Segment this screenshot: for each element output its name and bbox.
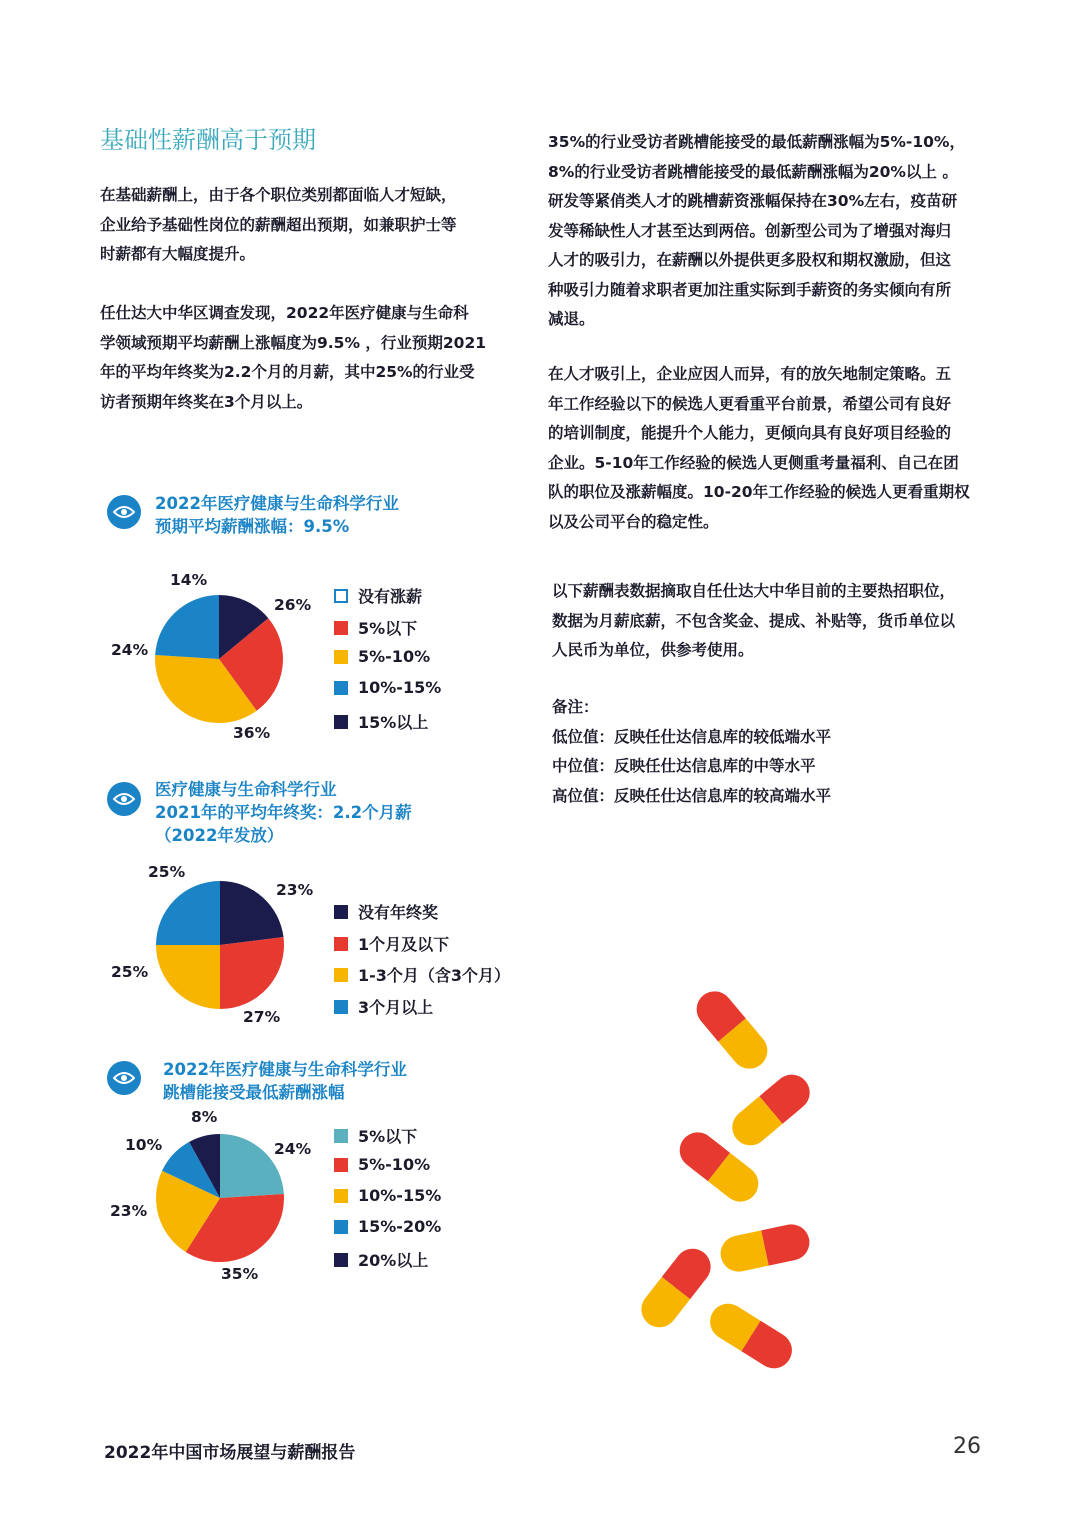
chart-2-label-25b: 25% — [148, 863, 186, 881]
text-line: 以及公司平台的稳定性。 — [548, 512, 719, 531]
text-line: 访者预期年终奖在3个月以上。 — [100, 392, 313, 411]
chart-title-line: 2022年医疗健康与生命科学行业 — [163, 1060, 407, 1079]
legend-swatch — [334, 905, 348, 919]
text-line: 队的职位及涨薪幅度。10-20年工作经验的候选人更看重期权 — [548, 483, 970, 501]
legend-swatch — [334, 1158, 348, 1172]
capsule-pill — [725, 1067, 817, 1152]
text-line: 人才的吸引力，在薪酬以外提供更多股权和期权激励，但这 — [548, 251, 952, 269]
legend-swatch — [334, 1253, 348, 1267]
text-line: 学领域预期平均薪酬上涨幅度为9.5% ，行业预期2021 — [100, 333, 487, 352]
legend-swatch — [334, 937, 348, 951]
legend-swatch — [334, 1189, 348, 1203]
chart-3-label-24: 24% — [274, 1140, 312, 1158]
text-line: 发等稀缺性人才甚至达到两倍。创新型公司为了增强对海归 — [548, 221, 952, 240]
legend-label: 5%以下 — [358, 619, 418, 638]
text-line: 研发等紧俏类人才的跳槽薪资涨幅保持在30%左右，疫苗研 — [548, 192, 958, 210]
legend-swatch — [334, 589, 348, 603]
chart-2-slice-3 — [156, 945, 220, 1009]
legend-item — [334, 995, 433, 1018]
legend-label: 5%-10% — [358, 647, 431, 666]
text-line: 的培训制度，能提升个人能力，更倾向具有良好项目经验的 — [548, 424, 952, 442]
chart-2-label-23: 23% — [276, 881, 314, 899]
chart-title-line: 医疗健康与生命科学行业 — [155, 780, 337, 799]
legend-label: 20%以上 — [358, 1251, 429, 1270]
text-line: 在基础薪酬上，由于各个职位类别都面临人才短缺， — [100, 186, 457, 204]
chart-3-label-8: 8% — [191, 1108, 218, 1126]
legend-item — [334, 1248, 428, 1271]
report-title: 2022年中国市场展望与薪酬报告 — [104, 1443, 356, 1463]
legend-item — [334, 1124, 417, 1147]
chart-1-label-24: 24% — [111, 641, 149, 659]
chart-2-label-25a: 25% — [111, 963, 149, 981]
capsule-pill — [717, 1221, 813, 1275]
chart-1-label-14: 14% — [170, 571, 208, 589]
capsules-decoration — [620, 970, 840, 1380]
page-number: 26 — [953, 1434, 981, 1459]
note-mid: 中位值：反映任仕达信息库的中等水平 — [552, 757, 816, 775]
chart-1-slice-4 — [155, 595, 219, 659]
text-line: 时薪都有大幅度提升。 — [100, 245, 256, 263]
chart-3-label-35: 35% — [221, 1265, 259, 1283]
legend-label: 1-3个月（含3个月） — [358, 966, 511, 985]
text-line: 8%的行业受访者跳槽能接受的最低薪酬涨幅为20%以上 。 — [548, 162, 958, 181]
legend-label: 5%-10% — [358, 1155, 431, 1174]
text-line: 企业。5-10年工作经验的候选人更侧重考量福利、自己在团 — [548, 453, 959, 472]
chart-2-label-27: 27% — [243, 1008, 281, 1026]
capsule-pill — [634, 1241, 718, 1334]
legend-swatch — [334, 1000, 348, 1014]
legend-item — [334, 963, 510, 986]
legend-item — [334, 1217, 441, 1236]
text-line: 年工作经验以下的候选人更看重平台前景，希望公司有良好 — [548, 394, 952, 413]
note-low: 低位值：反映任仕达信息库的较低端水平 — [552, 727, 832, 746]
chart-title-line: 2022年医疗健康与生命科学行业 — [155, 494, 399, 513]
legend-item — [334, 584, 422, 607]
legend-item — [334, 932, 449, 955]
legend-label: 15%-20% — [358, 1217, 442, 1236]
section-title: 基础性薪酬高于预期 — [100, 126, 316, 154]
legend-item — [334, 647, 430, 666]
legend-swatch — [334, 1129, 348, 1143]
text-line: 数据为月薪底薪，不包含奖金、提成、补贴等，货币单位以 — [552, 611, 956, 630]
text-line: 任仕达大中华区调查发现，2022年医疗健康与生命科 — [100, 304, 469, 322]
legend-swatch — [334, 1220, 348, 1234]
chart-1-label-36: 36% — [233, 724, 271, 742]
legend-swatch — [334, 650, 348, 664]
chart-2-slice-4 — [156, 881, 220, 945]
legend-swatch — [334, 681, 348, 695]
legend-item — [334, 900, 438, 923]
chart-title-line: （2022年发放） — [155, 826, 284, 845]
legend-swatch — [334, 715, 348, 729]
chart-1-label-26: 26% — [274, 596, 312, 614]
legend-label: 没有涨薪 — [358, 587, 423, 606]
text-line: 种吸引力随着求职者更加注重实际到手薪资的务实倾向有所 — [548, 280, 952, 299]
text-line: 年的平均年终奖为2.2个月的月薪，其中25%的行业受 — [100, 363, 475, 381]
legend-item — [334, 1155, 430, 1174]
legend-item — [334, 616, 417, 639]
chart-title-line: 跳槽能接受最低薪酬涨幅 — [163, 1083, 345, 1102]
chart-2-slice-2 — [220, 937, 284, 1009]
legend-label: 没有年终奖 — [358, 903, 439, 922]
text-line: 企业给予基础性岗位的薪酬超出预期，如兼职护士等 — [100, 215, 457, 234]
legend-item — [334, 678, 441, 697]
capsule-pill — [703, 1297, 798, 1375]
text-line: 以下薪酬表数据摘取自任仕达大中华目前的主要热招职位， — [552, 582, 956, 600]
chart-2-slice-1 — [220, 881, 283, 945]
chart-3-label-10: 10% — [125, 1136, 163, 1154]
text-line: 在人才吸引上，企业应因人而异，有的放矢地制定策略。五 — [548, 365, 952, 383]
legend-swatch — [334, 968, 348, 982]
legend-item — [334, 710, 428, 733]
chart-title-line: 2021年的平均年终奖：2.2个月薪 — [155, 803, 412, 822]
legend-item — [334, 1186, 441, 1205]
note-high: 高位值：反映任仕达信息库的较高端水平 — [552, 786, 832, 805]
chart-title-line: 预期平均薪酬涨幅：9.5% — [155, 517, 350, 536]
legend-label: 3个月以上 — [358, 998, 434, 1017]
notes-heading: 备注： — [552, 698, 599, 716]
legend-swatch — [334, 621, 348, 635]
legend-label: 15%以上 — [358, 713, 429, 732]
capsule-pill — [689, 984, 774, 1076]
chart-3-label-23: 23% — [110, 1202, 148, 1220]
text-line: 35%的行业受访者跳槽能接受的最低薪酬涨幅为5%-10%， — [548, 133, 965, 151]
text-line: 人民币为单位，供参考使用。 — [552, 641, 754, 659]
legend-label: 10%-15% — [358, 1186, 442, 1205]
legend-label: 1个月及以下 — [358, 935, 450, 954]
text-line: 减退。 — [548, 310, 595, 328]
legend-label: 10%-15% — [358, 678, 442, 697]
legend-label: 5%以下 — [358, 1127, 418, 1146]
